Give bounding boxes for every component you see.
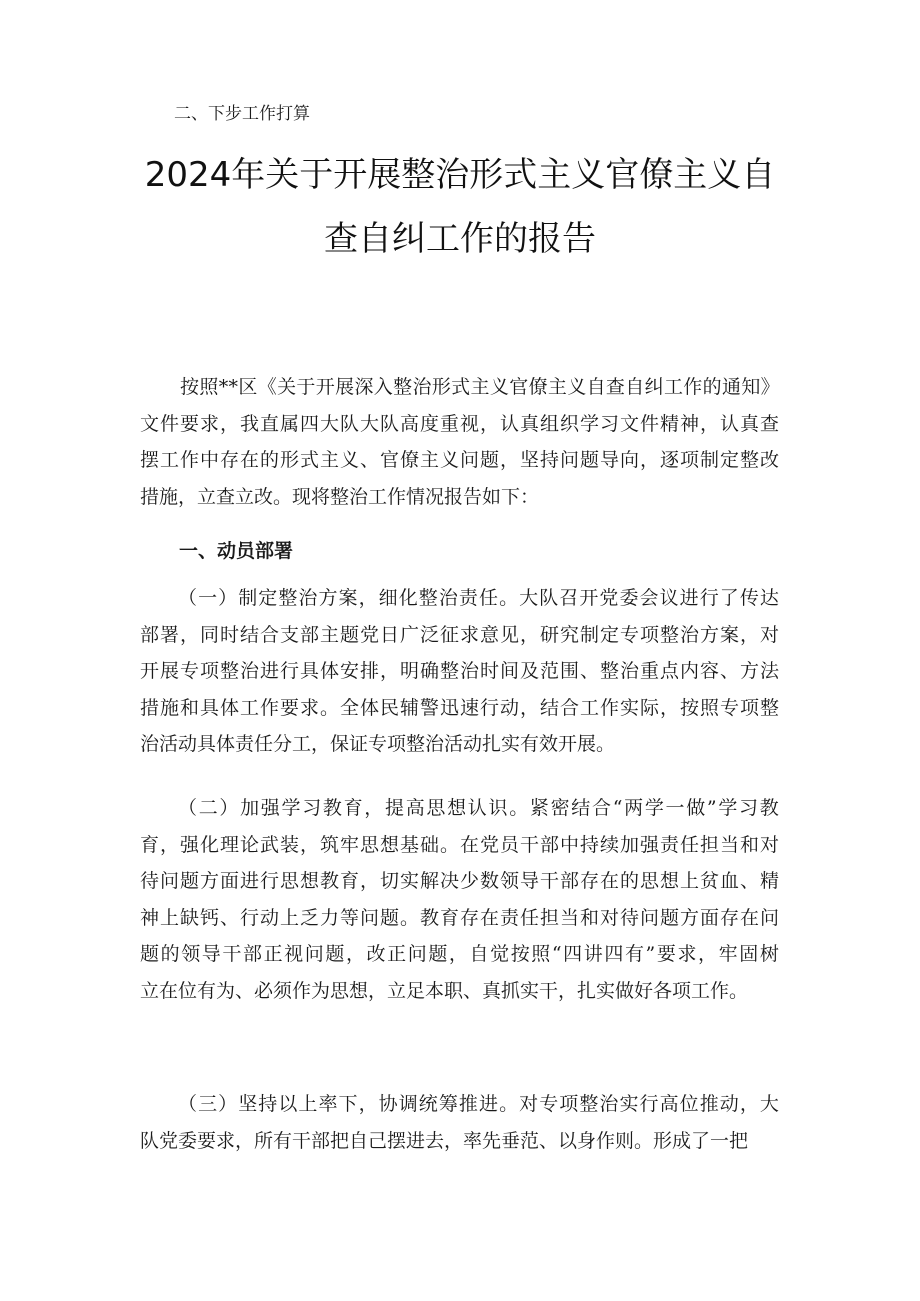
- text-line: 措施和具体工作要求。全体民辅警迅速行动，结合工作实际，按照专项整: [140, 696, 781, 719]
- section-heading: 一、动员部署: [179, 540, 294, 562]
- text-line: 育，强化理论武装，筑牢思想基础。在党员干部中持续加强责任担当和对: [140, 833, 781, 856]
- text-line: 文件要求，我直属四大队大队高度重视，认真组织学习文件精神，认真查: [140, 412, 781, 435]
- text-line: 按照**区《关于开展深入整治形式主义官僚主义自查自纠工作的通知》: [180, 376, 781, 398]
- text-line: 神上缺钙、行动上乏力等问题。教育存在责任担当和对待问题方面存在问: [140, 906, 781, 929]
- text-line: （三）坚持以上率下，协调统筹推进。对专项整治实行高位推动，大: [178, 1093, 781, 1115]
- header-note: 二、下步工作打算: [174, 104, 310, 124]
- document-title-line-1: 2024年关于开展整治形式主义官僚主义自: [144, 155, 776, 195]
- text-line: （二）加强学习教育，提高思想认识。紧密结合“两学一做”学习教: [178, 797, 781, 819]
- text-line: 治活动具体责任分工，保证专项整治活动扎实有效开展。: [140, 733, 616, 755]
- paragraph-2: [140, 790, 780, 1009]
- intro-paragraph: [140, 369, 780, 515]
- text-line: 摆工作中存在的形式主义、官僚主义问题，坚持问题导向，逐项制定整改: [140, 449, 781, 471]
- text-line: （一）制定整治方案，细化整治责任。大队召开党委会议进行了传达: [178, 587, 781, 609]
- text-line: 立在位有为、必须作为思想，立足本职、真抓实干，扎实做好各项工作。: [140, 979, 749, 1002]
- text-line: 开展专项整治进行具体安排，明确整治时间及范围、整治重点内容、方法: [140, 660, 781, 682]
- text-line: 部署，同时结合支部主题党日广泛征求意见，研究制定专项整治方案，对: [140, 623, 781, 646]
- text-line: 待问题方面进行思想教育，切实解决少数领导干部存在的思想上贫血、精: [140, 870, 781, 892]
- text-line: 措施，立查立改。现将整治工作情况报告如下：: [140, 485, 540, 508]
- text-line: 队党委要求，所有干部把自己摆进去，率先垂范、以身作则。形成了一把: [140, 1129, 749, 1152]
- paragraph-3: [140, 1086, 780, 1159]
- paragraph-1: [140, 580, 780, 763]
- text-line: 题的领导干部正视问题，改正问题，自觉按照“四讲四有”要求，牢固树: [140, 943, 781, 965]
- document-title-line-2: 查自纠工作的报告: [324, 219, 596, 259]
